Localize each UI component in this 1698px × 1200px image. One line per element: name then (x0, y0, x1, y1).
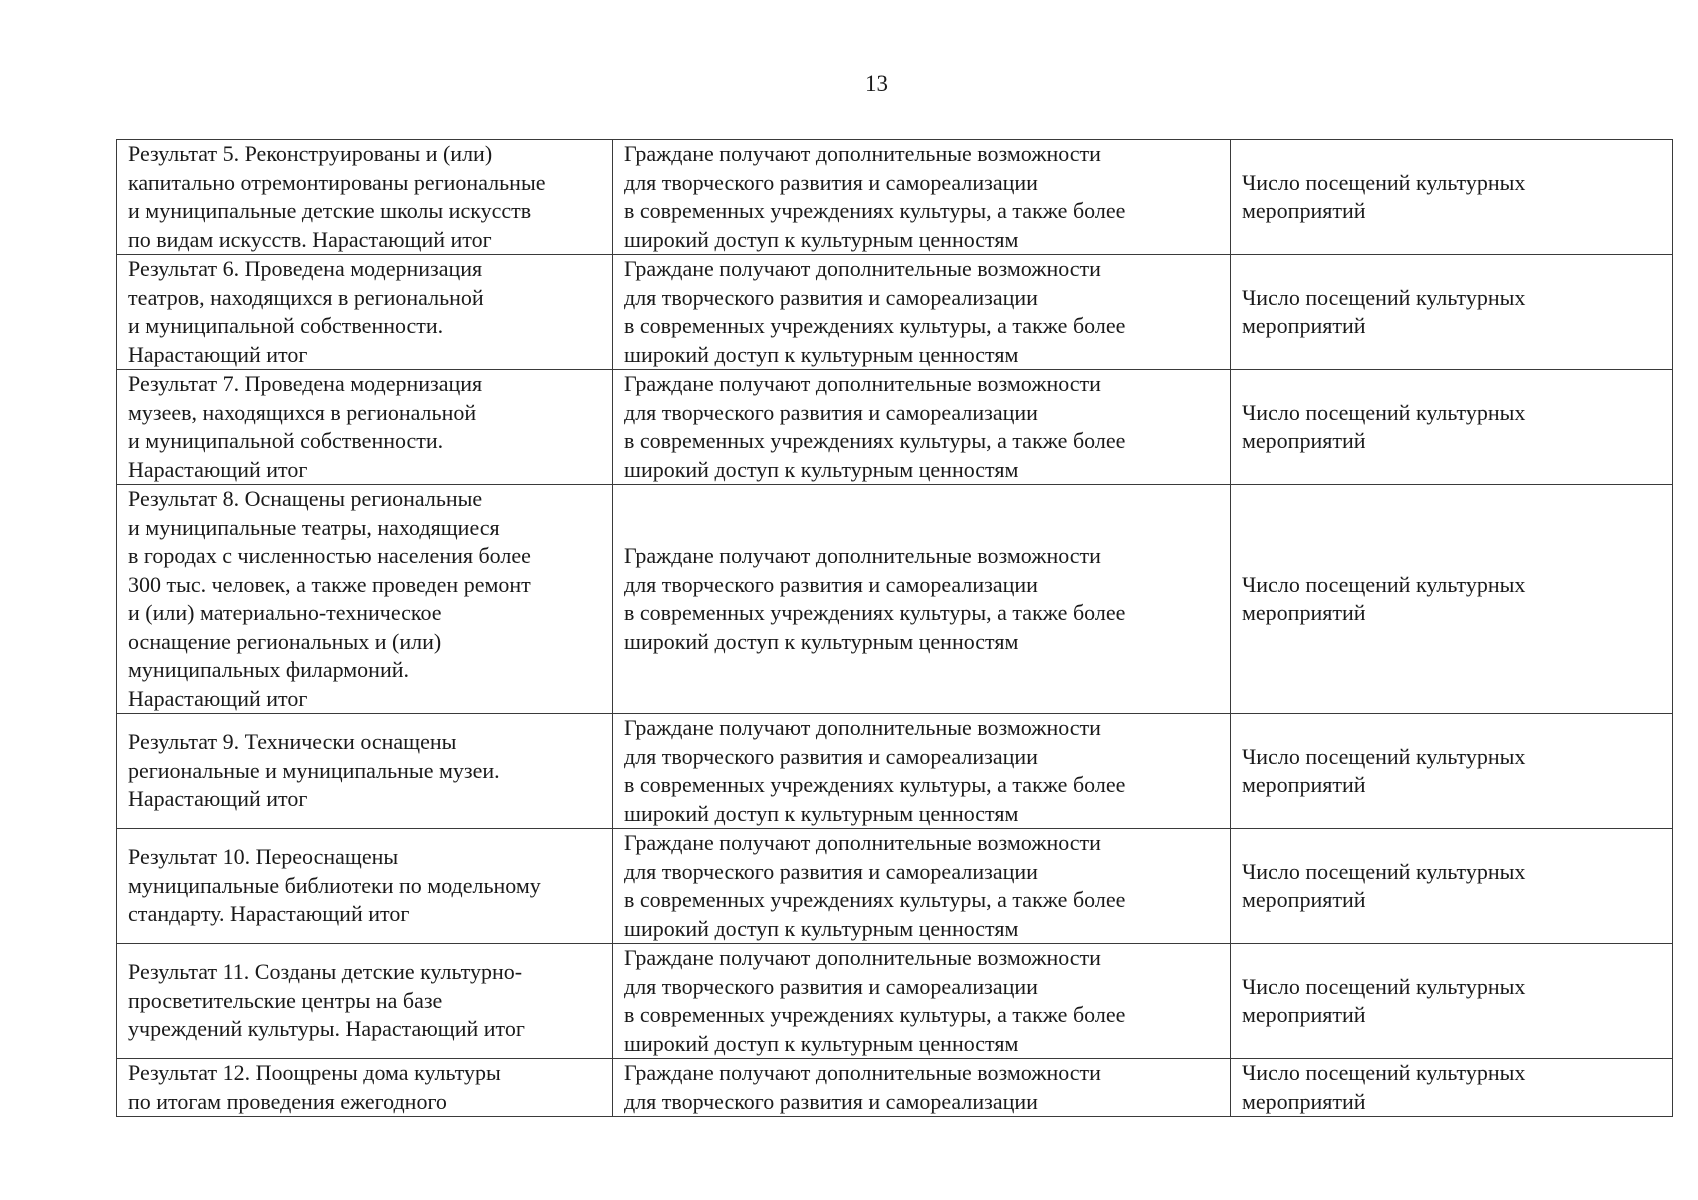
table-row (117, 829, 1673, 944)
result-cell: Результат 12. Поощрены дома культуры по итогам проведения ежегодного (117, 1059, 613, 1117)
table-row (117, 140, 1673, 255)
indicator-cell: Число посещений культурных мероприятий (1231, 485, 1673, 714)
effect-cell: Граждане получают дополнительные возможности для творческого развития и самореализации в современных учреждениях культуры, а также более широкий доступ к культурным ценностям (613, 255, 1231, 370)
effect-cell: Граждане получают дополнительные возможности для творческого развития и самореализации в современных учреждениях культуры, а также более широкий доступ к культурным ценностям (613, 829, 1231, 944)
table-row (117, 485, 1673, 714)
effect-cell: Граждане получают дополнительные возможности для творческого развития и самореализации в современных учреждениях культуры, а также более широкий доступ к культурным ценностям (613, 944, 1231, 1059)
effect-cell: Граждане получают дополнительные возможности для творческого развития и самореализации в современных учреждениях культуры, а также более широкий доступ к культурным ценностям (613, 485, 1231, 714)
effect-cell: Граждане получают дополнительные возможности для творческого развития и самореализации в современных учреждениях культуры, а также более широкий доступ к культурным ценностям (613, 370, 1231, 485)
indicator-cell: Число посещений культурных мероприятий (1231, 255, 1673, 370)
effect-cell: Граждане получают дополнительные возможности для творческого развития и самореализации (613, 1059, 1231, 1117)
table-row (117, 714, 1673, 829)
results-table (116, 139, 1673, 1117)
table-row (117, 1059, 1673, 1117)
page-number: 13 (865, 71, 888, 96)
indicator-cell: Число посещений культурных мероприятий (1231, 370, 1673, 485)
effect-cell: Граждане получают дополнительные возможности для творческого развития и самореализации в современных учреждениях культуры, а также более широкий доступ к культурным ценностям (613, 714, 1231, 829)
result-cell: Результат 8. Оснащены региональные и муниципальные театры, находящиеся в городах с численностью населения более 300 тыс. человек, а также проведен ремонт и (или) материально-техническое оснащение региональных и (или) муниципальных филармоний. Нарастающий итог (117, 485, 613, 714)
result-cell: Результат 9. Технически оснащены региональные и муниципальные музеи. Нарастающий итог (117, 714, 613, 829)
result-cell: Результат 5. Реконструированы и (или) капитально отремонтированы региональные и муниципальные детские школы искусств по видам искусств. Нарастающий итог (117, 140, 613, 255)
indicator-cell: Число посещений культурных мероприятий (1231, 944, 1673, 1059)
indicator-cell: Число посещений культурных мероприятий (1231, 829, 1673, 944)
result-cell: Результат 11. Созданы детские культурно- просветительские центры на базе учреждений культуры. Нарастающий итог (117, 944, 613, 1059)
indicator-cell: Число посещений культурных мероприятий (1231, 714, 1673, 829)
table-row (117, 944, 1673, 1059)
result-cell: Результат 6. Проведена модернизация театров, находящихся в региональной и муниципальной собственности. Нарастающий итог (117, 255, 613, 370)
effect-cell: Граждане получают дополнительные возможности для творческого развития и самореализации в современных учреждениях культуры, а также более широкий доступ к культурным ценностям (613, 140, 1231, 255)
indicator-cell: Число посещений культурных мероприятий (1231, 1059, 1673, 1117)
result-cell: Результат 7. Проведена модернизация музеев, находящихся в региональной и муниципальной собственности. Нарастающий итог (117, 370, 613, 485)
result-cell: Результат 10. Переоснащены муниципальные библиотеки по модельному стандарту. Нарастающий итог (117, 829, 613, 944)
table-row (117, 370, 1673, 485)
indicator-cell: Число посещений культурных мероприятий (1231, 140, 1673, 255)
table-row (117, 255, 1673, 370)
